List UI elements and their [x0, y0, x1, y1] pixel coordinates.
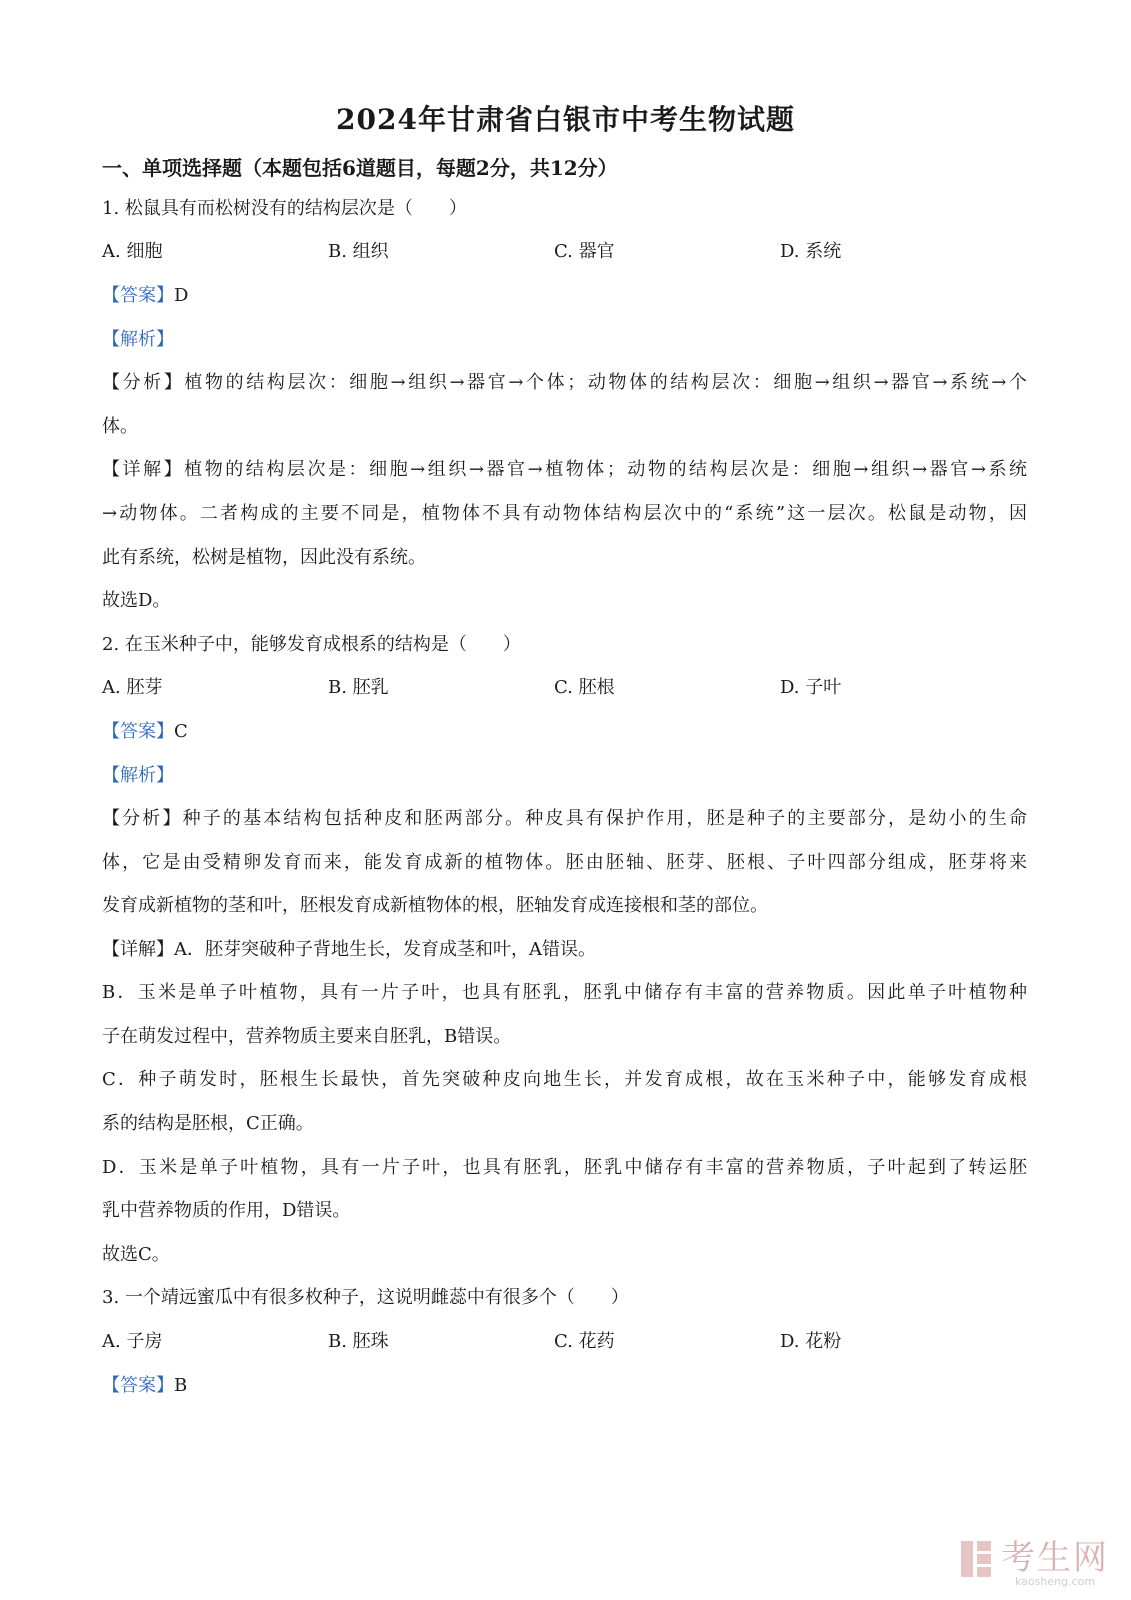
- q2-explain-c-line-1: C．种子萌发时，胚根生长最快，首先突破种皮向地生长，并发育成根，故在玉米种子中，能够发育成根: [102, 1069, 1027, 1090]
- q2-explain-d-line-2: 乳中营养物质的作用，D错误。: [102, 1200, 351, 1221]
- q2-fenxi-line-2: 体，它是由受精卵发育而来，能发育成新的植物体。胚由胚轴、胚芽、胚根、子叶四部分组成，胚芽将来: [102, 852, 1027, 873]
- q2-explain-b-line-2: 子在萌发过程中，营养物质主要来自胚乳，B错误。: [102, 1026, 512, 1047]
- q2-option-c: C. 胚根: [554, 677, 615, 698]
- answer-tag: 【答案】: [102, 1375, 174, 1396]
- q2-explain-d-line-1: D．玉米是单子叶植物，具有一片子叶，也具有胚乳，胚乳中储存有丰富的营养物质，子叶起到了转运胚: [102, 1157, 1027, 1178]
- watermark-brand: 考生网: [1001, 1538, 1109, 1578]
- q1-xiangjie-line-3: 此有系统，松树是植物，因此没有系统。: [102, 547, 426, 568]
- q2-option-d: D. 子叶: [780, 677, 842, 698]
- question-3-stem: 3. 一个靖远蜜瓜中有很多枚种子，这说明雌蕊中有很多个（ ）: [102, 1287, 629, 1308]
- question-2-stem: 2. 在玉米种子中，能够发育成根系的结构是（ ）: [102, 634, 521, 655]
- q1-fenxi-line-1: 【分析】植物的结构层次：细胞→组织→器官→个体；动物体的结构层次：细胞→组织→器官→系统→个: [102, 372, 1027, 393]
- q3-answer: [102, 1373, 187, 1399]
- q2-analysis-tag: 【解析】: [102, 765, 174, 786]
- watermark: [959, 1530, 1109, 1588]
- q2-xiangjie-a: 【详解】A．胚芽突破种子背地生长，发育成茎和叶，A错误。: [102, 939, 596, 960]
- q1-option-d: D. 系统: [780, 241, 842, 262]
- watermark-url: kaosheng.com: [1014, 1575, 1096, 1588]
- q3-option-d: D. 花粉: [780, 1331, 842, 1352]
- answer-tag: 【答案】: [102, 285, 174, 306]
- section-heading: 一、单项选择题（本题包括6道题目，每题2分，共12分）: [102, 156, 618, 180]
- q2-option-b: B. 胚乳: [328, 677, 389, 698]
- q1-xiangjie-line-1: 【详解】植物的结构层次是：细胞→组织→器官→植物体；动物的结构层次是：细胞→组织→器官→系统: [102, 459, 1027, 480]
- q1-option-a: A. 细胞: [102, 241, 163, 262]
- q1-answer: [102, 283, 188, 309]
- q2-option-a: A. 胚芽: [102, 677, 163, 698]
- answer-value: D: [174, 285, 189, 306]
- q2-explain-b-line-1: B．玉米是单子叶植物，具有一片子叶，也具有胚乳，胚乳中储存有丰富的营养物质。因此单子叶植物种: [102, 982, 1027, 1003]
- q3-option-b: B. 胚珠: [328, 1331, 389, 1352]
- question-1-stem: 1. 松鼠具有而松树没有的结构层次是（ ）: [102, 198, 467, 219]
- page-title: 2024年甘肃省白银市中考生物试题: [336, 103, 795, 136]
- q2-explain-c-line-2: 系的结构是胚根，C正确。: [102, 1113, 314, 1134]
- q1-analysis-tag: 【解析】: [102, 329, 174, 350]
- q1-xiangjie-line-2: →动物体。二者构成的主要不同是，植物体不具有动物体结构层次中的“系统”这一层次。松鼠是动物，因: [102, 503, 1027, 524]
- q3-option-a: A. 子房: [102, 1331, 163, 1352]
- q1-choose: 故选D。: [102, 590, 171, 611]
- watermark-text: [1001, 1530, 1109, 1588]
- answer-value: B: [174, 1375, 188, 1396]
- q2-answer: [102, 719, 188, 745]
- q2-fenxi-line-1: 【分析】种子的基本结构包括种皮和胚两部分。种皮具有保护作用，胚是种子的主要部分，是幼小的生命: [102, 808, 1027, 829]
- q2-fenxi-line-3: 发育成新植物的茎和叶，胚根发育成新植物体的根，胚轴发育成连接根和茎的部位。: [102, 895, 768, 916]
- answer-value: C: [174, 721, 188, 742]
- q1-option-c: C. 器官: [554, 241, 615, 262]
- q2-choose: 故选C。: [102, 1244, 170, 1265]
- q1-fenxi-line-2: 体。: [102, 416, 138, 437]
- answer-tag: 【答案】: [102, 721, 174, 742]
- q1-option-b: B. 组织: [328, 241, 389, 262]
- q3-option-c: C. 花药: [554, 1331, 615, 1352]
- watermark-logo-icon: [959, 1539, 993, 1579]
